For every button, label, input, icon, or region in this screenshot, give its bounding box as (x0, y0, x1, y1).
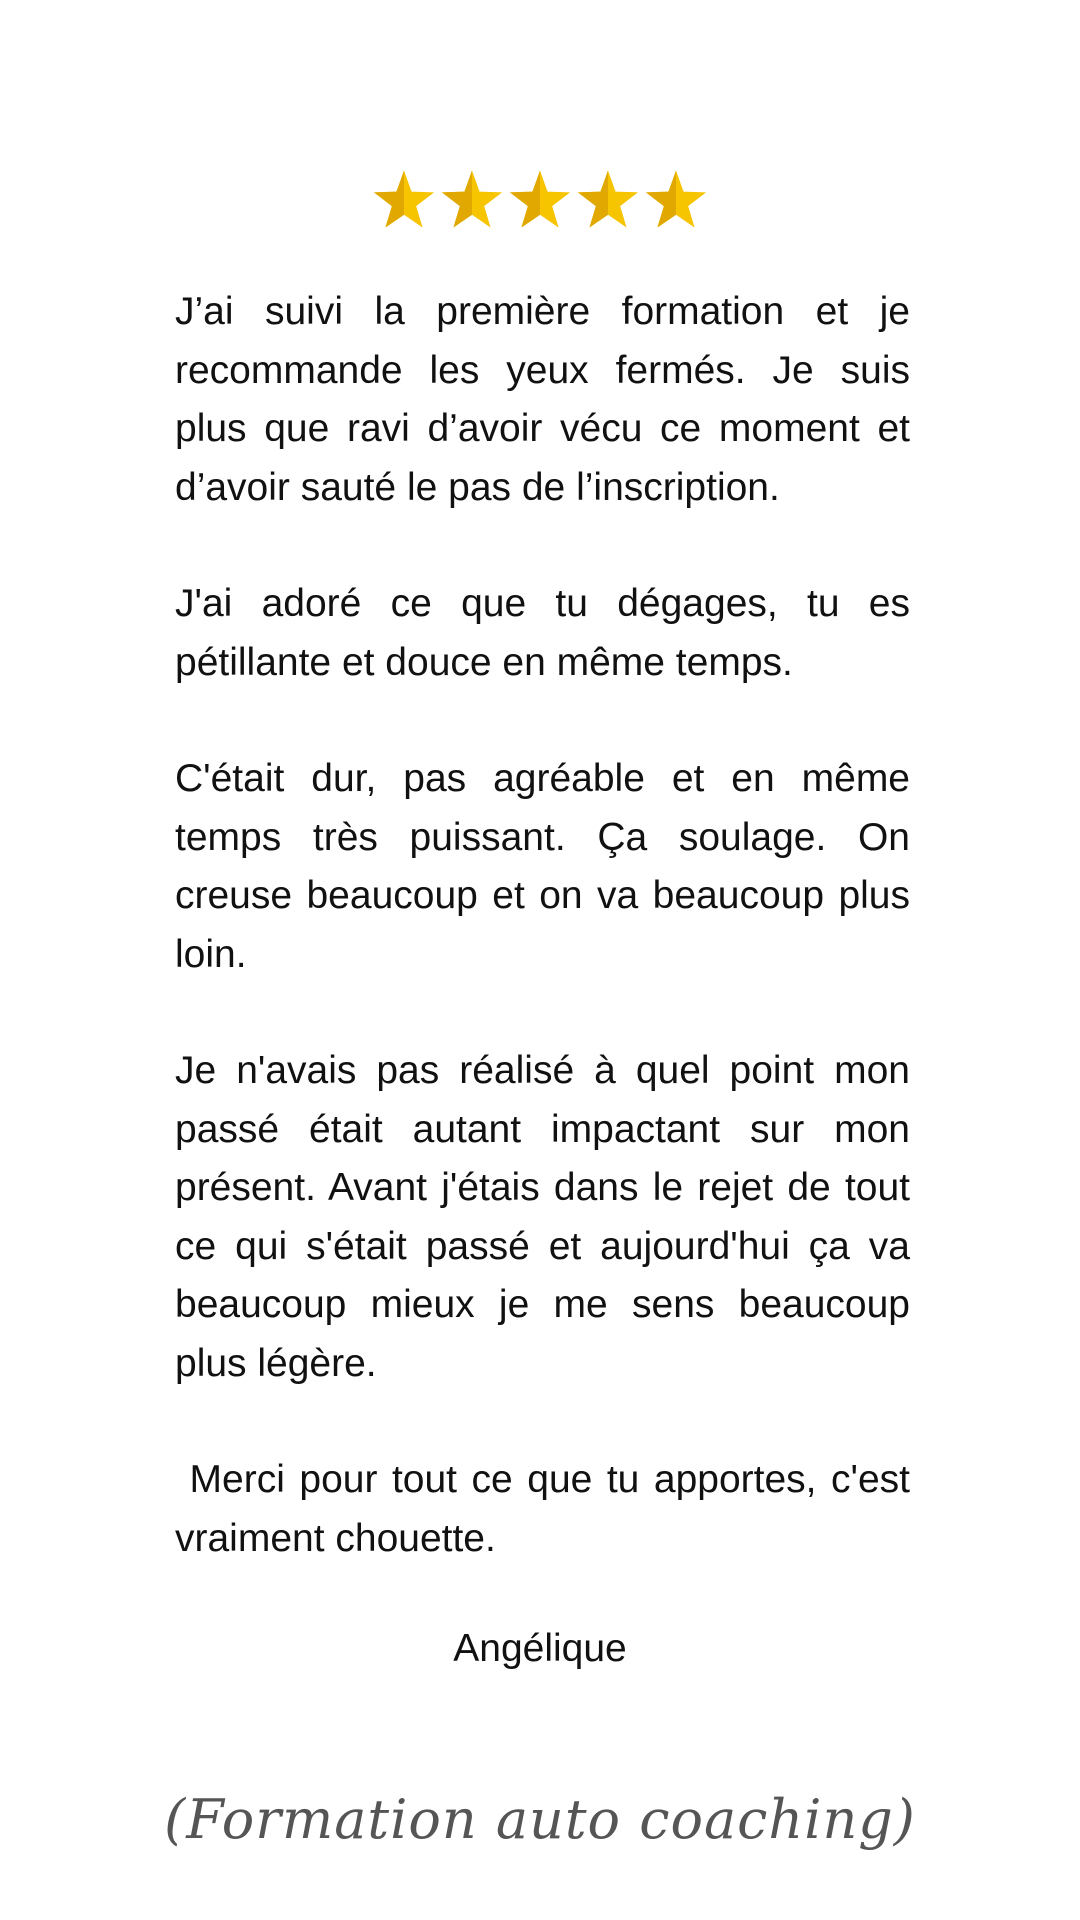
testimonial-paragraph: C'était dur, pas agréable et en même temps très puissant. Ça soulage. On creuse beaucoup et on va beaucoup plus loin. (175, 757, 910, 976)
testimonial-paragraph: Je n'avais pas réalisé à quel point mon passé était autant impactant sur mon présent. Avant j'étais dans le rejet de tout ce qui s'était passé et aujourd'hui ça va beaucoup mieux je me sens beaucoup plus légère. (175, 1049, 910, 1385)
testimonial-text (175, 283, 921, 1568)
star-icon (372, 168, 436, 232)
star-rating (0, 168, 1080, 232)
program-caption: (Formation auto coaching) (164, 1788, 916, 1851)
star-icon (576, 168, 640, 232)
testimonial-paragraph: J’ai suivi la première formation et je recommande les yeux fermés. Je suis plus que ravi d’avoir vécu ce moment et d’avoir sauté le pas de l’inscription. (175, 290, 910, 509)
testimonial-paragraph: J'ai adoré ce que tu dégages, tu es pétillante et douce en même temps. (175, 582, 910, 684)
star-icon (644, 168, 708, 232)
testimonial-paragraph: Merci pour tout ce que tu apportes, c'est vraiment chouette. (175, 1458, 921, 1560)
star-icon (508, 168, 572, 232)
author-name: Angélique (453, 1627, 627, 1670)
star-icon (440, 168, 504, 232)
